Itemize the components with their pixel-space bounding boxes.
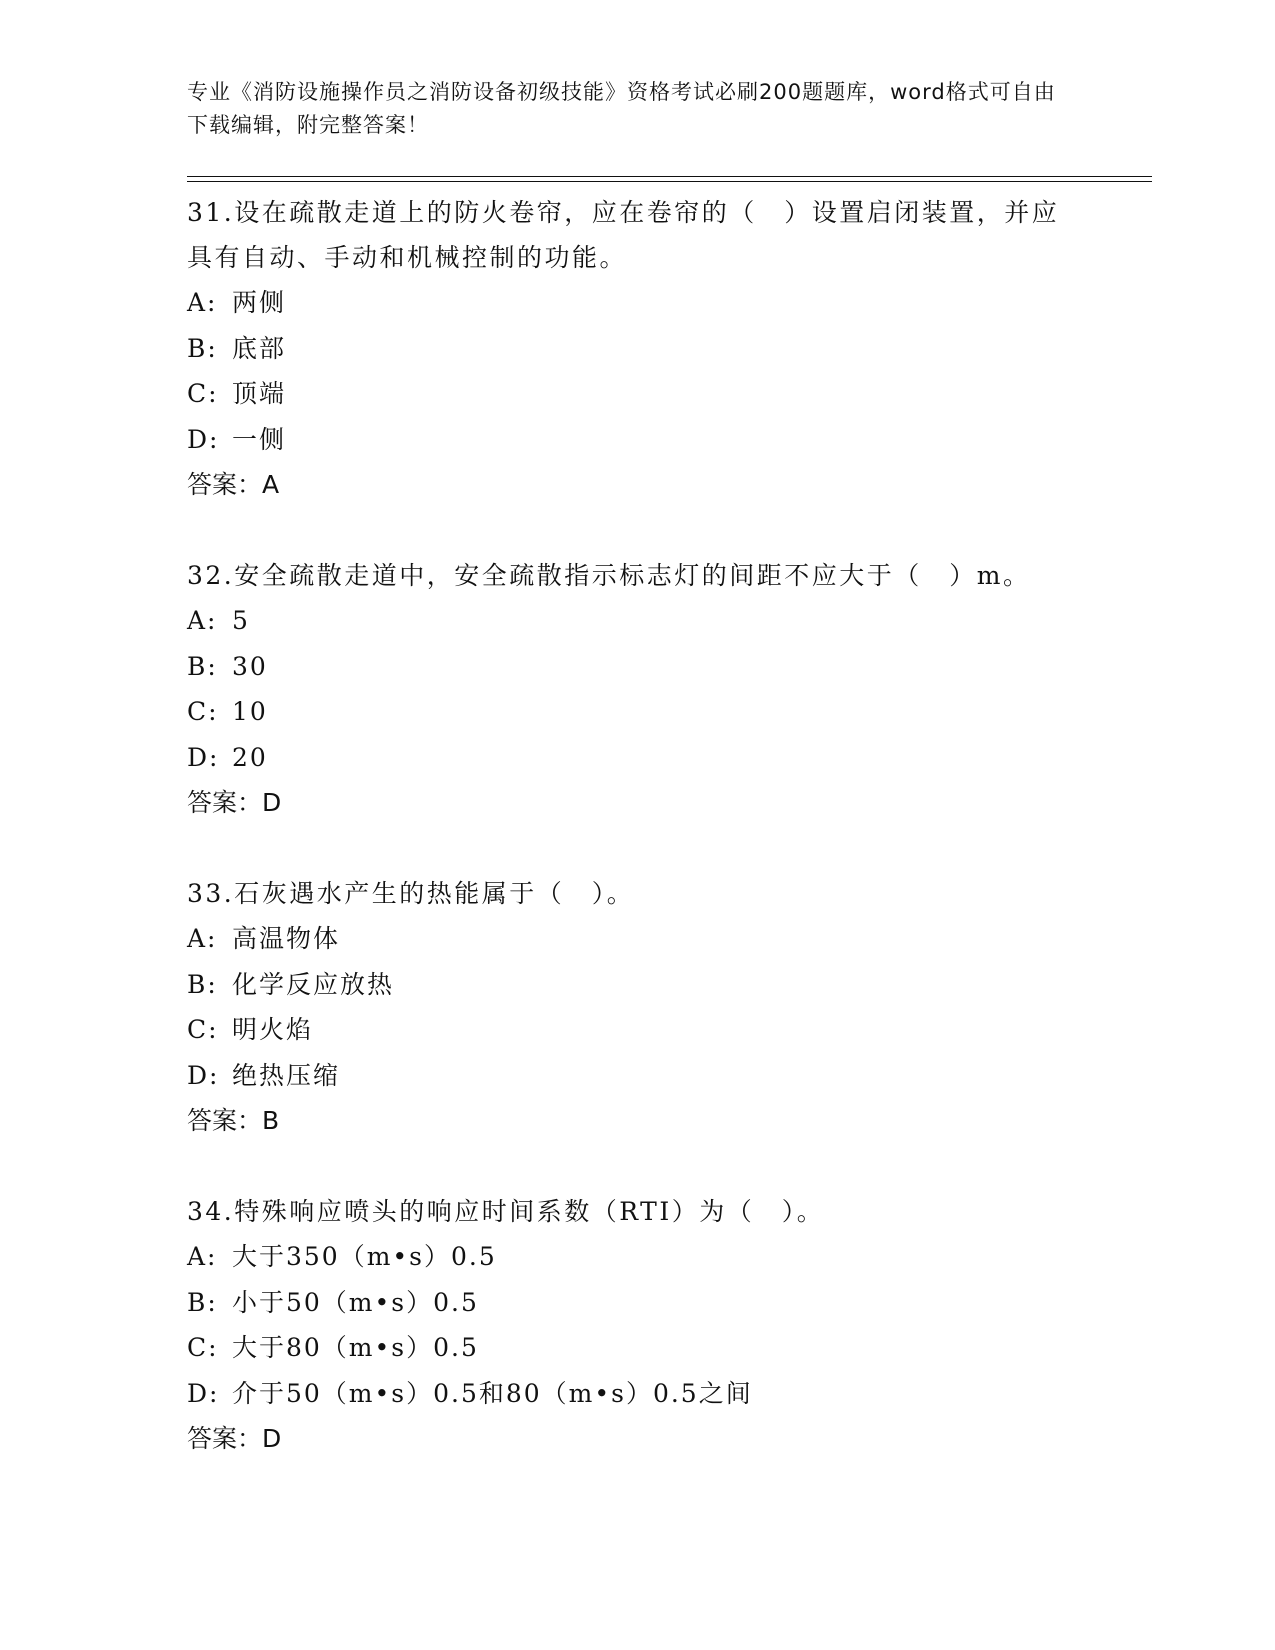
header-divider-top — [187, 176, 1152, 177]
question-33 — [187, 871, 1087, 1143]
option-d — [187, 417, 1087, 463]
question-text: 33.石灰遇水产生的热能属于（ ）。 — [187, 879, 635, 908]
option-c — [187, 371, 1087, 417]
option-key: D: — [187, 1060, 220, 1090]
answer-line: 答案：D — [187, 788, 282, 817]
option-text: 5 — [232, 606, 250, 635]
option-key: B: — [187, 969, 218, 999]
option-text: 介于50（m•s）0.5和80（m•s）0.5之间 — [232, 1378, 753, 1408]
option-b — [187, 326, 1087, 372]
option-key: A: — [187, 606, 218, 635]
question-text: 34.特殊响应喷头的响应时间系数（RTI）为（ ）。 — [187, 1197, 825, 1226]
option-d — [187, 735, 1087, 781]
option-text: 高温物体 — [232, 924, 341, 953]
option-key: D: — [187, 1378, 220, 1408]
option-key: A: — [187, 288, 218, 317]
option-d — [187, 1053, 1087, 1099]
option-a — [187, 916, 1087, 962]
option-key: B: — [187, 651, 218, 681]
option-b — [187, 962, 1087, 1008]
option-key: C: — [187, 379, 219, 408]
question-32 — [187, 553, 1087, 825]
option-key: D: — [187, 424, 220, 454]
option-text: 大于350（m•s）0.5 — [232, 1242, 497, 1271]
question-text: 32.安全疏散走道中，安全疏散指示标志灯的间距不应大于（ ）m。 — [187, 561, 1031, 590]
option-text: 小于50（m•s）0.5 — [232, 1287, 479, 1317]
answer-line: 答案：D — [187, 1424, 282, 1453]
option-c — [187, 1007, 1087, 1053]
option-b — [187, 1280, 1087, 1326]
option-key: C: — [187, 1015, 219, 1044]
option-key: A: — [187, 1242, 218, 1271]
option-text: 20 — [232, 742, 268, 772]
option-text: 底部 — [232, 333, 287, 363]
option-text: 明火焰 — [232, 1015, 314, 1044]
header-divider-bottom — [187, 181, 1152, 182]
question-31 — [187, 190, 1087, 507]
option-text: 30 — [232, 651, 268, 681]
option-text: 顶端 — [232, 379, 287, 408]
option-text: 两侧 — [232, 288, 287, 317]
option-a — [187, 1234, 1087, 1280]
option-d — [187, 1371, 1087, 1417]
option-text: 10 — [232, 697, 268, 726]
question-text: 31.设在疏散走道上的防火卷帘，应在卷帘的（ ）设置启闭装置，并应具有自动、手动和机械控制的功能。 — [187, 198, 1060, 272]
question-34 — [187, 1189, 1087, 1461]
option-b — [187, 644, 1087, 690]
option-c — [187, 1325, 1087, 1371]
document-header: 专业《消防设施操作员之消防设备初级技能》资格考试必刷200题题库，word格式可自由下载编辑，附完整答案！ — [187, 80, 1056, 137]
option-key: B: — [187, 1287, 218, 1317]
option-key: A: — [187, 924, 218, 953]
option-key: B: — [187, 333, 218, 363]
option-key: C: — [187, 1333, 219, 1362]
answer-line: 答案：B — [187, 1106, 280, 1135]
option-key: D: — [187, 742, 220, 772]
option-text: 绝热压缩 — [232, 1060, 341, 1090]
option-text: 化学反应放热 — [232, 969, 395, 999]
option-text: 一侧 — [232, 424, 287, 454]
option-text: 大于80（m•s）0.5 — [232, 1333, 479, 1362]
option-key: C: — [187, 697, 219, 726]
answer-line: 答案：A — [187, 470, 280, 499]
option-a — [187, 280, 1087, 326]
question-list — [187, 190, 1087, 1507]
option-a — [187, 598, 1087, 644]
option-c — [187, 689, 1087, 735]
